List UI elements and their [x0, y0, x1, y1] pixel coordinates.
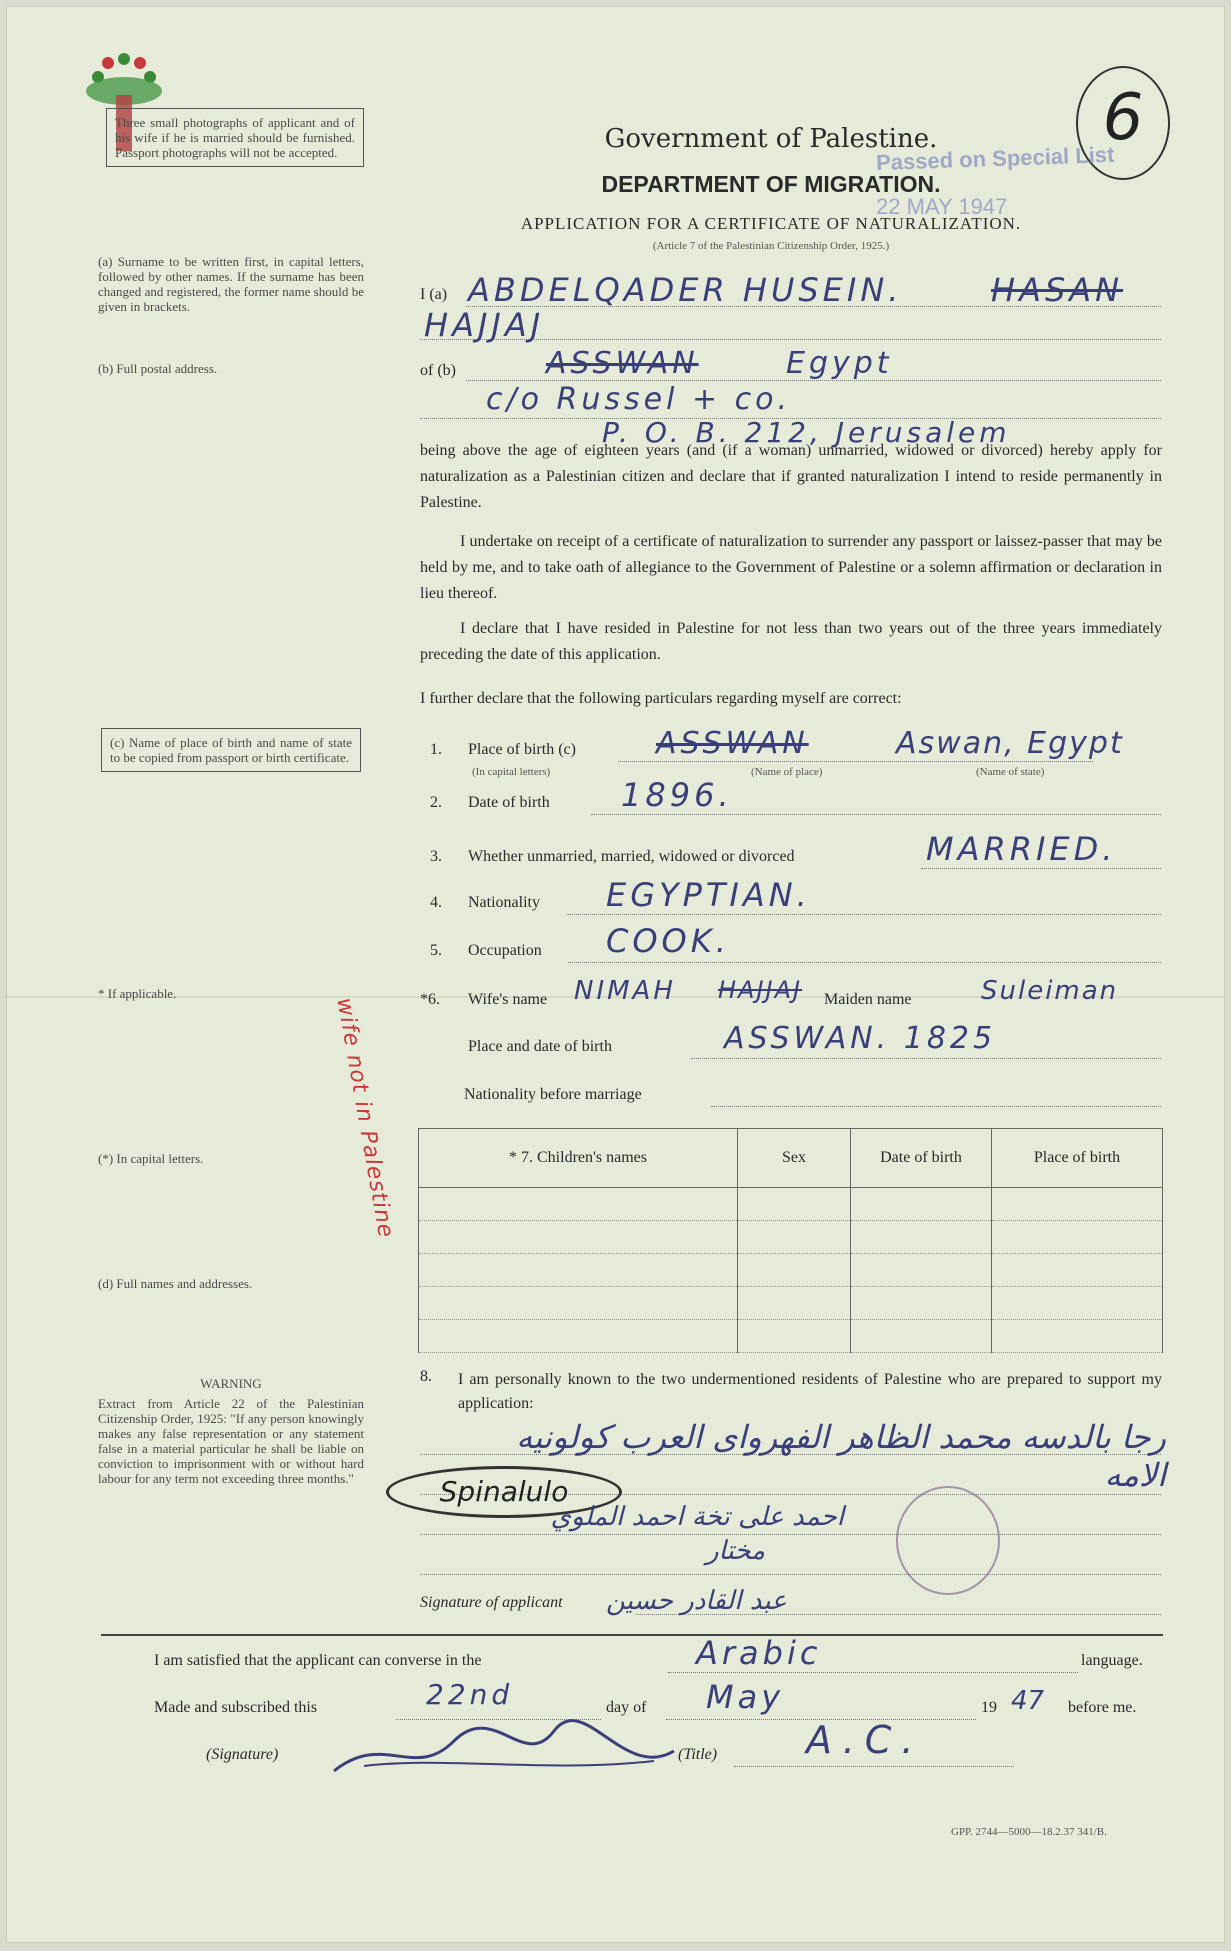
address-care-of: c/o Russel + co.: [486, 382, 791, 417]
postal-note: (b) Full postal address.: [98, 361, 218, 376]
q6-number: *6.: [420, 991, 440, 1008]
day-answer: 22nd: [426, 1678, 514, 1711]
children-table-header: [419, 1129, 1163, 1188]
of-label: of (b): [420, 362, 456, 379]
q5-label: Occupation: [468, 942, 542, 959]
q6-label: Wife's name: [468, 991, 548, 1008]
q1-state-label: (Name of state): [976, 766, 1045, 778]
q1-sub: (In capital letters): [472, 766, 551, 778]
referee-signature-stamp: Spinalulo: [386, 1466, 622, 1518]
q2-answer: 1896.: [621, 776, 733, 814]
q4-number: 4.: [430, 894, 442, 911]
year-answer: 47: [1011, 1686, 1045, 1716]
children-names-header: * 7. Children's names: [419, 1129, 738, 1188]
q6-maiden-answer: Suleiman: [981, 976, 1119, 1006]
article-ref: (Article 7 of the Palestinian Citizenship Order, 1925.): [652, 240, 890, 252]
q3-line: [921, 868, 1161, 869]
document-page: [6, 6, 1225, 1943]
government-title: Government of Palestine.: [604, 124, 938, 154]
q2-number: 2.: [430, 794, 442, 811]
q3-number: 3.: [430, 848, 442, 865]
warning-text: Extract from Article 22 of the Palestinian Citizenship Order, 1925: "If any person knowingly makes any false representation or any statement false in a material particular he shall be liable on conviction to imprisonment with or without hard labour for any term not exceeding three months.": [98, 1396, 364, 1486]
photo-note: Three small photographs of applicant and of his wife if he is married should be furnished. Passport photographs will not be accepted.: [106, 108, 364, 167]
table-row: [419, 1287, 1163, 1320]
referee-3: مختار: [706, 1536, 766, 1566]
satisfied-text: I am satisfied that the applicant can converse in the: [154, 1652, 482, 1669]
before-me-label: before me.: [1068, 1699, 1137, 1716]
language-line: [668, 1672, 1078, 1673]
q6-struck: HAJJAJ: [718, 976, 803, 1004]
dob-header: Date of birth: [851, 1129, 992, 1188]
application-title: APPLICATION FOR A CERTIFICATE OF NATURALIZATION.: [520, 214, 1022, 233]
title-line: [734, 1766, 1014, 1767]
language-answer: Arabic: [696, 1634, 822, 1672]
applicant-signature-label: Signature of applicant: [420, 1594, 563, 1611]
day-of-label: day of: [606, 1699, 647, 1716]
declaration-para-2: I undertake on receipt of a certificate of naturalization to surrender any passport or laissez-passer that may be held by me, and to take oath of allegiance to the Government of Palestine or a solemn affirmation or declaration in lieu thereof.: [420, 533, 1162, 602]
q5-line: [568, 962, 1161, 963]
applicant-signature: عبد القادر حسين: [606, 1586, 787, 1616]
q6-maiden-label: Maiden name: [824, 991, 912, 1008]
address-struck: ASSWAN: [546, 346, 699, 381]
made-text: Made and subscribed this: [154, 1699, 318, 1716]
q6b-label: Place and date of birth: [468, 1038, 612, 1055]
title-label: (Title): [678, 1746, 718, 1763]
q1-number: 1.: [430, 741, 442, 758]
footer-print-code: GPP. 2744—5000—18.2.37 341/B.: [951, 1826, 1107, 1838]
ref-line-3: [420, 1534, 1161, 1535]
address-pob: P. O. B. 212, Jerusalem: [602, 416, 1011, 449]
applicant-name: ABDELQADER HUSEIN.: [468, 271, 903, 309]
q6c-line: [711, 1106, 1161, 1107]
q6-answer: NIMAH: [574, 976, 676, 1006]
if-applicable-note: * If applicable.: [98, 986, 177, 1001]
q2-line: [591, 814, 1161, 815]
birth-note: (c) Name of place of birth and name of state to be copied from passport or birth certificate.: [101, 728, 361, 772]
seal-stamp: [896, 1486, 1000, 1595]
official-signature-icon: [324, 1711, 684, 1791]
page-number: 6: [1076, 66, 1170, 180]
applicant-name-struck: HASAN: [991, 271, 1124, 309]
q1-place-label: (Name of place): [751, 766, 823, 778]
q1-struck: ASSWAN: [656, 726, 809, 761]
declaration-para-1: being above the age of eighteen years (and (if a woman) unmarried, widowed or divorced) hereby apply for naturalization as a Palestinian citizen and declare that if granted naturalization I intend to reside permanently in Palestine.: [420, 442, 1162, 511]
referee-2: احمد على تخة احمد الملوي: [550, 1502, 844, 1532]
declaration-para-3: I declare that I have resided in Palestine for not less than two years out of the three years immediately preceding the date of this application.: [420, 620, 1162, 663]
year-prefix: 19: [981, 1699, 997, 1716]
language-label: language.: [1081, 1652, 1143, 1669]
declaration-para-4: I further declare that the following particulars regarding myself are correct:: [420, 690, 902, 707]
q2-label: Date of birth: [468, 794, 550, 811]
children-table: [418, 1128, 1163, 1353]
address-country: Egypt: [786, 346, 893, 381]
q3-label: Whether unmarried, married, widowed or divorced: [468, 848, 795, 865]
month-answer: May: [706, 1678, 785, 1716]
q1-answer: Aswan, Egypt: [896, 726, 1124, 761]
red-note: wife not in Palestine: [331, 996, 399, 1241]
q5-number: 5.: [430, 942, 442, 959]
q6b-answer: ASSWAN. 1825: [724, 1021, 997, 1056]
surname-note: (a) Surname to be written first, in capital letters, followed by other names. If the surname has been changed and registered, the former name should be given in brackets.: [98, 254, 364, 314]
stamp-date: 22 MAY 1947: [876, 194, 1008, 219]
q8-number: 8.: [420, 1368, 432, 1385]
ref-line-4: [420, 1574, 1161, 1575]
divider: [101, 1634, 1163, 1636]
q4-line: [566, 914, 1161, 915]
stamp-special-list: Passed on Special List: [875, 141, 1115, 176]
department-title: DEPARTMENT OF MIGRATION.: [601, 171, 941, 197]
title-answer: A.C.: [806, 1718, 924, 1762]
q1-line: [618, 761, 1093, 762]
q6b-line: [691, 1058, 1161, 1059]
q4-answer: EGYPTIAN.: [606, 876, 811, 914]
pob-header: Place of birth: [992, 1129, 1163, 1188]
q6c-label: Nationality before marriage: [464, 1086, 642, 1103]
table-row: [419, 1320, 1163, 1353]
i-label: I (a): [420, 286, 448, 303]
capital-letters-note: (*) In capital letters.: [98, 1151, 204, 1166]
sex-header: Sex: [738, 1129, 851, 1188]
full-names-note: (d) Full names and addresses.: [98, 1276, 253, 1291]
signature-label: (Signature): [206, 1746, 279, 1763]
warning-title: WARNING: [200, 1376, 262, 1391]
q1-label: Place of birth (c): [468, 741, 576, 758]
table-row: [419, 1254, 1163, 1287]
table-row: [419, 1221, 1163, 1254]
q8-label: I am personally known to the two undermentioned residents of Palestine who are prepared to support my application:: [458, 1371, 1162, 1412]
q4-label: Nationality: [468, 894, 540, 911]
applicant-surname: HAJJAJ: [424, 306, 545, 344]
table-row: [419, 1188, 1163, 1221]
q3-answer: MARRIED.: [926, 830, 1117, 868]
q5-answer: COOK.: [606, 922, 730, 960]
referee-1: رجا بالدسه محمد الظاهر الفهرواى العرب كولونيه الامه: [516, 1418, 1166, 1494]
